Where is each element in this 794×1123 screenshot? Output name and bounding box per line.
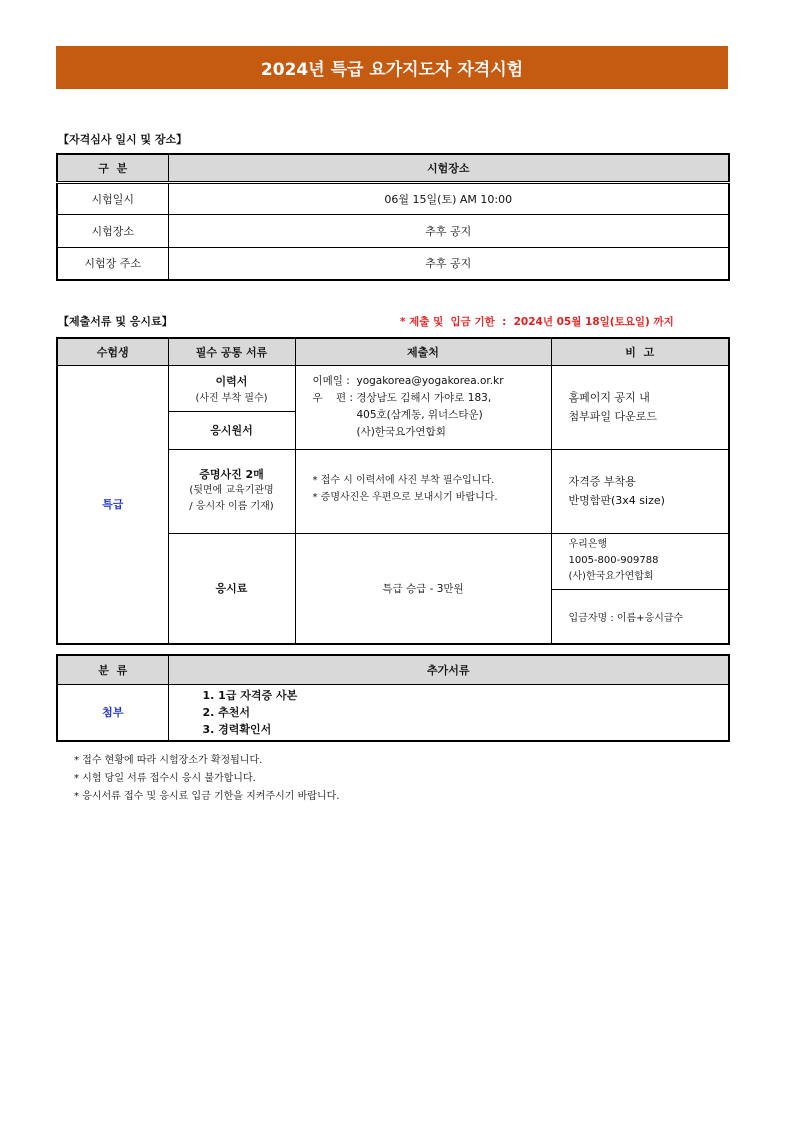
documents-table [56,337,730,645]
table-header: 제출처 [295,338,551,365]
row-value: 추후 공지 [168,247,729,280]
list-item: 1. 1급 자격증 사본 [202,688,298,702]
submit-note: * 접수 시 이력서에 사진 부착 필수입니다. [312,474,495,486]
page-title-banner [56,46,728,89]
table-header: 추가서류 [168,655,729,684]
doc-application: 응시원서 [168,411,295,449]
submit-email: 이메일 : yogakorea@yogakorea.or.kr [312,375,504,387]
doc-note: (사진 부착 필수) [195,392,268,404]
remark-photo [551,449,729,533]
row-value: 06월 15일(토) AM 10:00 [168,182,729,214]
row-value: 추후 공지 [168,214,729,247]
bank-name: 우리은행 [568,539,608,550]
bank-holder: (사)한국요가연합회 [568,571,654,582]
footnote: * 응시서류 접수 및 응시료 입금 기한을 지켜주시기 바랍니다. [74,791,340,802]
bank-account: 1005-800-909788 [568,555,659,566]
table-header: 시험장소 [168,154,729,182]
footnote: * 접수 현황에 따라 시험장소가 확정됩니다. [74,755,263,766]
page-title: 2024년 특급 요가지도자 자격시험 [260,60,524,80]
list-item: 3. 경력확인서 [202,722,272,736]
submit-post-address: 405호(삼계동, 위너스타운) [356,409,483,421]
additional-docs-list [168,684,729,741]
doc-note: / 응시자 이름 기재) [189,501,274,512]
deposit-name: 입금자명 : 이름+응시급수 [551,589,729,644]
table-header: 수험생 [57,338,168,365]
footnote: * 시험 당일 서류 접수시 응시 불가합니다. [74,773,256,784]
grade-cell: 특급 [57,365,168,644]
row-label: 시험일시 [57,182,168,214]
doc-fee: 응시료 [168,533,295,644]
additional-docs-table [56,654,730,742]
remark-line: 홈페이지 공지 내 [568,391,650,404]
remark-line: 자격증 부착용 [568,475,636,488]
submit-post-recipient: (사)한국요가연합회 [356,426,446,438]
submit-note: * 증명사진은 우편으로 보내시기 바랍니다. [312,491,498,503]
doc-resume [168,365,295,411]
doc-title: 증명사진 2매 [199,468,264,481]
category-cell: 첨부 [57,684,168,741]
table-header: 필수 공통 서류 [168,338,295,365]
table-header: 분 류 [57,655,168,684]
submit-post: 우 편 : 경상남도 김해시 가야로 183, [312,392,492,404]
exam-schedule-table [56,153,730,281]
section-documents-heading: 【제출서류 및 응시료】 [58,315,173,328]
deadline-notice: * 제출 및 입금 기한 : 2024년 05월 18일(토요일) 까지 [400,316,674,328]
remark-line: 첨부파일 다운로드 [568,410,658,423]
fee-amount: 특급 승급 - 3만원 [295,533,551,644]
doc-note: (뒷면에 교육기관명 [189,485,274,496]
table-header: 비 고 [551,338,729,365]
submit-info [295,365,551,449]
bank-info [551,533,729,589]
doc-photo [168,449,295,533]
submit-notes [295,449,551,533]
remark-download [551,365,729,449]
section-exam-schedule-heading: 【자격심사 일시 및 장소】 [58,133,188,146]
table-header: 구 분 [57,154,168,182]
doc-title: 이력서 [215,374,248,388]
row-label: 시험장 주소 [57,247,168,280]
list-item: 2. 추천서 [202,705,251,719]
remark-line: 반명함판(3x4 size) [568,494,665,507]
row-label: 시험장소 [57,214,168,247]
